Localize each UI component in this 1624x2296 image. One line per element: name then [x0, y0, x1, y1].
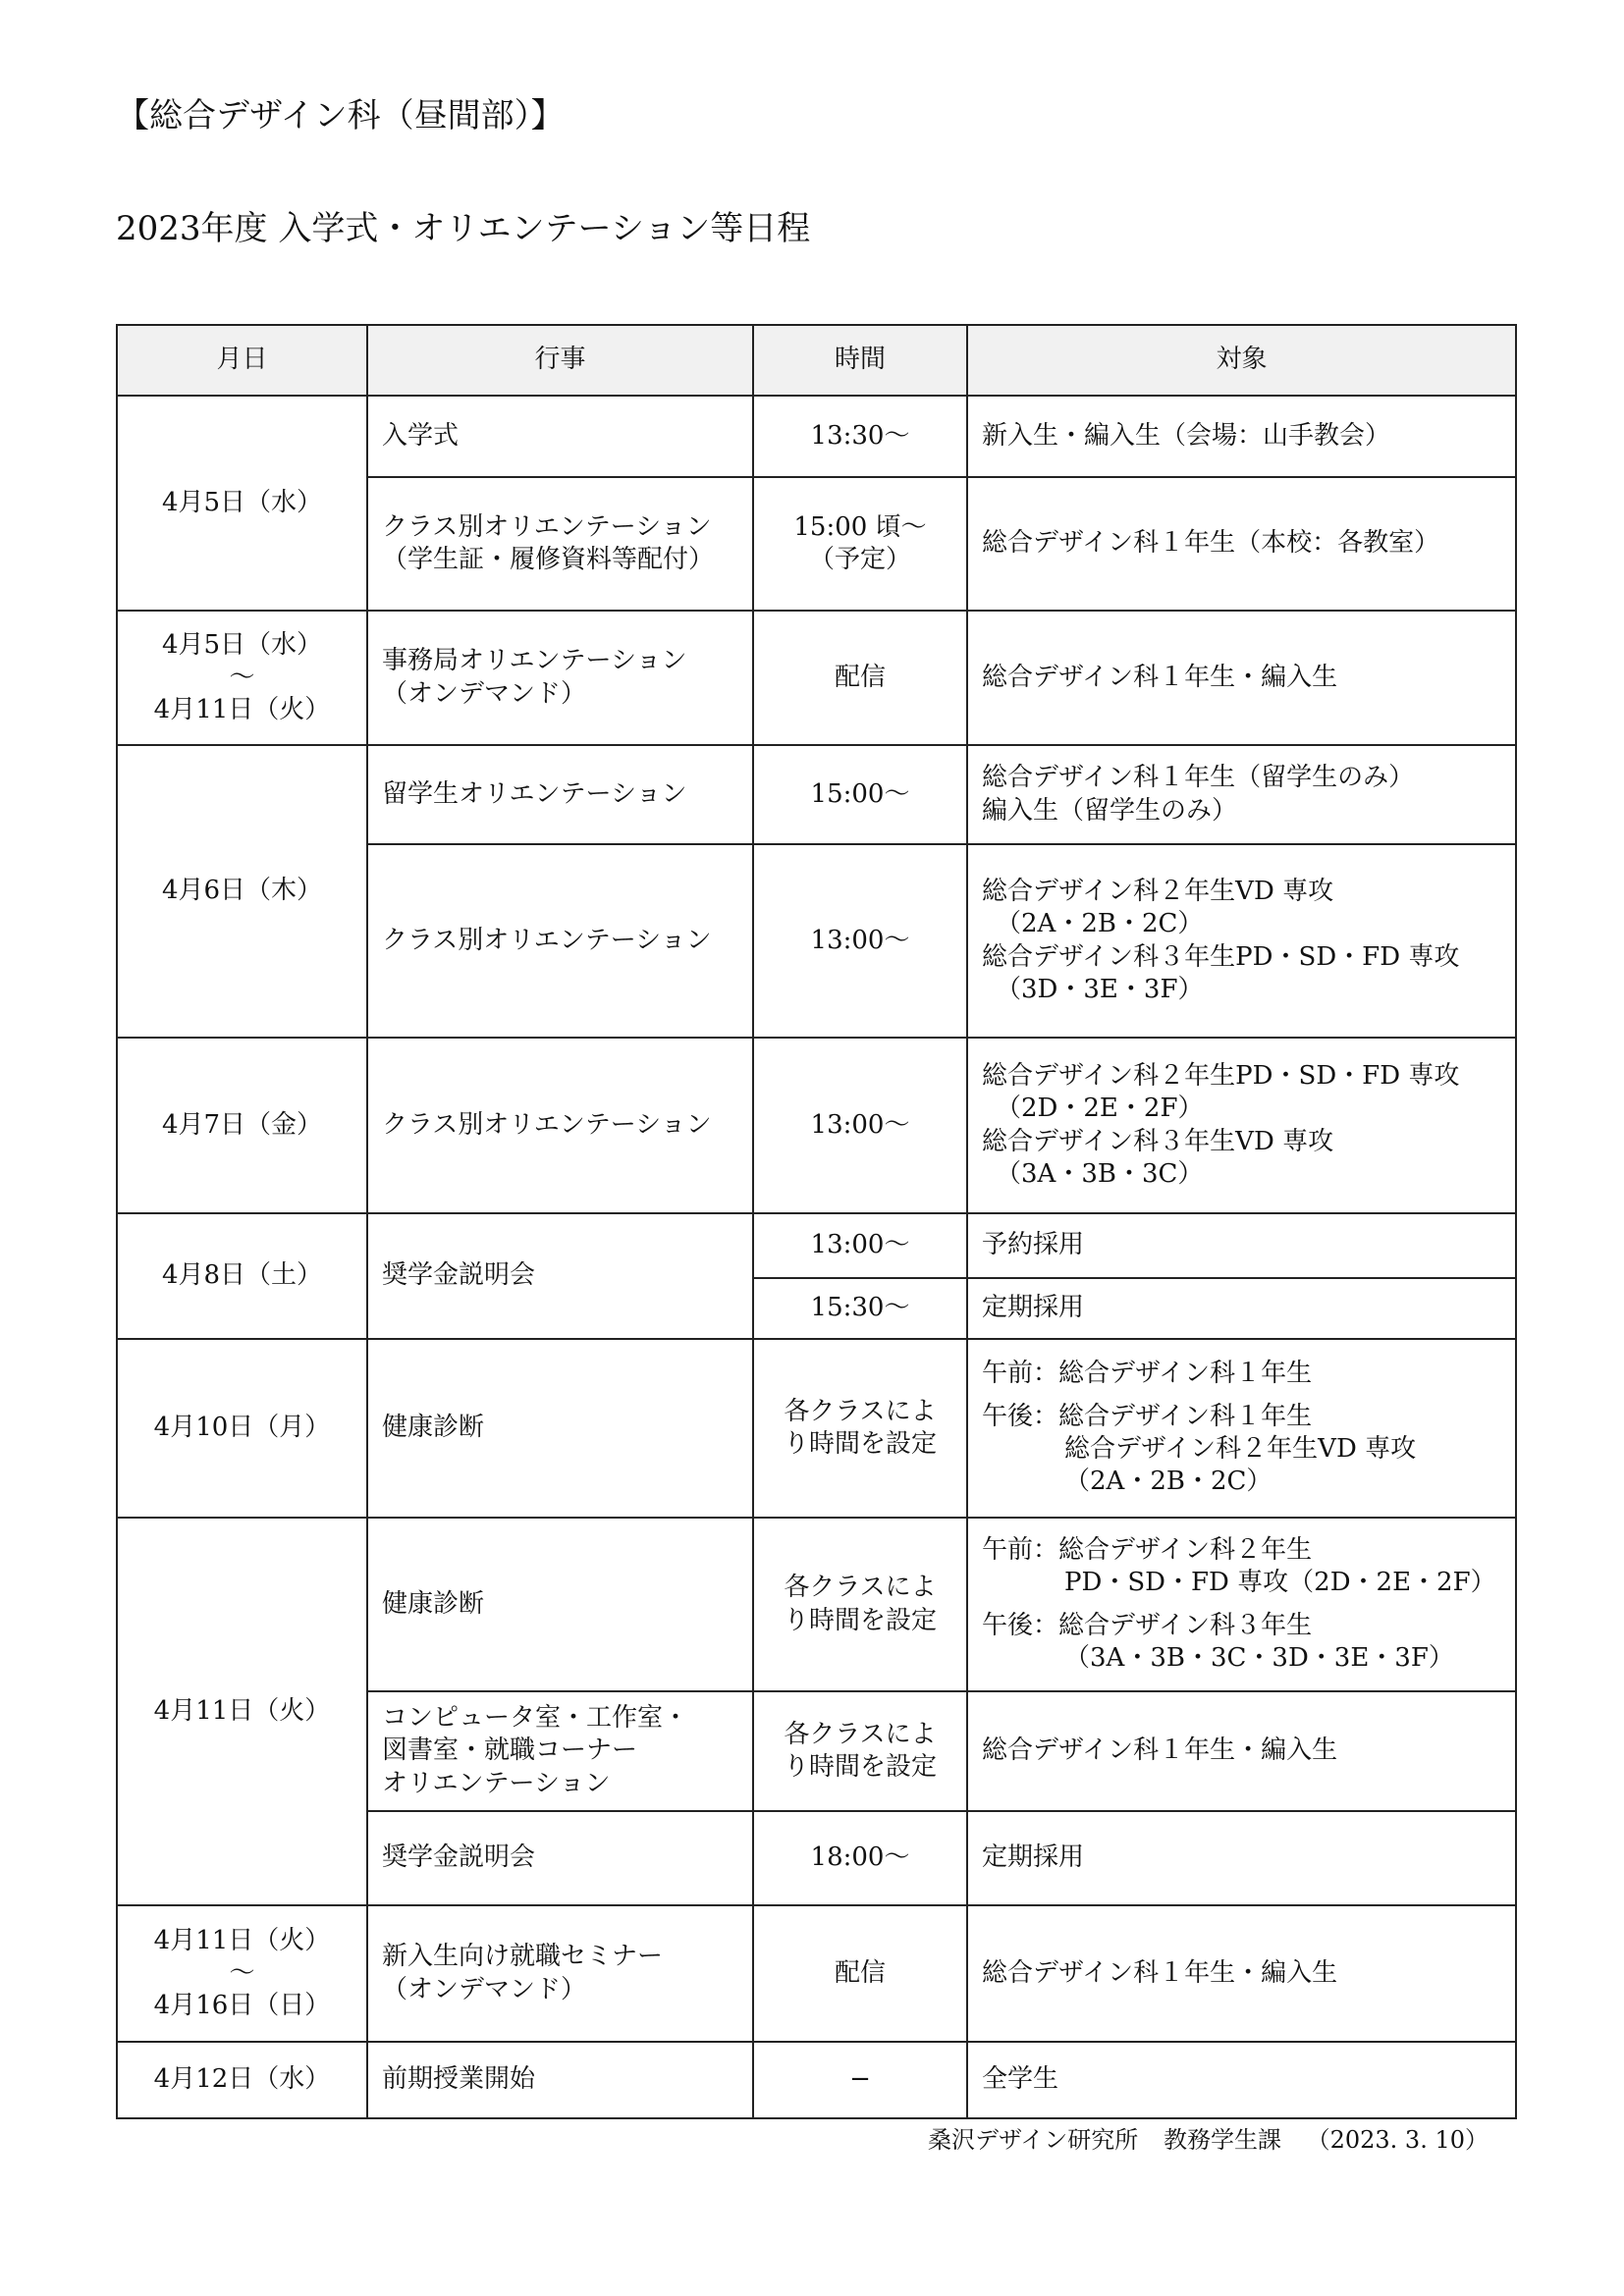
date-cell: 4月11日（火）	[117, 1518, 367, 1905]
column-header-target: 対象	[967, 325, 1516, 396]
time-cell: 各クラスによ り時間を設定	[753, 1339, 967, 1518]
table-row	[117, 1213, 1516, 1278]
table-row	[117, 611, 1516, 745]
date-cell: 4月12日（水）	[117, 2042, 367, 2118]
event-cell: コンピュータ室・工作室・ 図書室・就職コーナー オリエンテーション	[367, 1691, 753, 1811]
time-cell: 13:00〜	[753, 844, 967, 1038]
time-cell: 各クラスによ り時間を設定	[753, 1518, 967, 1691]
event-cell: 留学生オリエンテーション	[367, 745, 753, 844]
target-cell: 総合デザイン科１年生・編入生	[967, 611, 1516, 745]
event-cell: 前期授業開始	[367, 2042, 753, 2118]
date-cell: 4月6日（木）	[117, 745, 367, 1038]
event-cell: 健康診断	[367, 1518, 753, 1691]
time-cell: 15:00 頃〜 （予定）	[753, 477, 967, 611]
column-header-time: 時間	[753, 325, 967, 396]
time-cell: 13:00〜	[753, 1213, 967, 1278]
event-cell: 健康診断	[367, 1339, 753, 1518]
time-cell: 15:30〜	[753, 1278, 967, 1339]
time-cell: 配信	[753, 611, 967, 745]
target-cell: 総合デザイン科２年生VD 専攻 （2A・2B・2C） 総合デザイン科３年生PD・SD・FD 専攻 （3D・3E・3F）	[967, 844, 1516, 1038]
table-row	[117, 1339, 1516, 1518]
column-header-event: 行事	[367, 325, 753, 396]
table-row	[117, 396, 1516, 477]
footer-org: 桑沢デザイン研究所	[927, 2126, 1139, 2154]
event-cell: 新入生向け就職セミナー （オンデマンド）	[367, 1905, 753, 2042]
time-cell: 13:30〜	[753, 396, 967, 477]
event-cell: 奨学金説明会	[367, 1811, 753, 1905]
target-cell: 総合デザイン科１年生（留学生のみ） 編入生（留学生のみ）	[967, 745, 1516, 844]
time-cell: 18:00〜	[753, 1811, 967, 1905]
target-cell: 定期採用	[967, 1278, 1516, 1339]
department-heading: 【総合デザイン科（昼間部）】	[116, 96, 565, 135]
target-cell: 全学生	[967, 2042, 1516, 2118]
time-cell: 15:00〜	[753, 745, 967, 844]
table-header-row	[117, 325, 1516, 396]
table-row	[117, 1518, 1516, 1691]
target-cell: 新入生・編入生（会場：山手教会）	[967, 396, 1516, 477]
table-row	[117, 1038, 1516, 1213]
time-cell: 13:00〜	[753, 1038, 967, 1213]
date-cell: 4月5日（水） 〜 4月11日（火）	[117, 611, 367, 745]
time-cell: 配信	[753, 1905, 967, 2042]
event-cell: 入学式	[367, 396, 753, 477]
date-cell: 4月8日（土）	[117, 1213, 367, 1339]
table-row	[117, 745, 1516, 844]
target-cell: 総合デザイン科２年生PD・SD・FD 専攻 （2D・2E・2F） 総合デザイン科３年生VD 専攻 （3A・3B・3C）	[967, 1038, 1516, 1213]
event-cell: クラス別オリエンテーション	[367, 844, 753, 1038]
target-cell: 定期採用	[967, 1811, 1516, 1905]
event-cell: クラス別オリエンテーション	[367, 1038, 753, 1213]
event-cell: クラス別オリエンテーション （学生証・履修資料等配付）	[367, 477, 753, 611]
table-row	[117, 2042, 1516, 2118]
date-cell: 4月7日（金）	[117, 1038, 367, 1213]
target-cell: 予約採用	[967, 1213, 1516, 1278]
column-header-date: 月日	[117, 325, 367, 396]
time-cell: 各クラスによ り時間を設定	[753, 1691, 967, 1811]
date-cell: 4月5日（水）	[117, 396, 367, 611]
time-cell: −	[753, 2042, 967, 2118]
target-cell: 午前：総合デザイン科１年生 午後：総合デザイン科１年生 総合デザイン科２年生VD 専攻 （2A・2B・2C）	[967, 1339, 1516, 1518]
table-row	[117, 1905, 1516, 2042]
target-cell: 午前：総合デザイン科２年生 PD・SD・FD 専攻（2D・2E・2F） 午後：総合デザイン科３年生 （3A・3B・3C・3D・3E・3F）	[967, 1518, 1516, 1691]
schedule-table	[116, 324, 1517, 2119]
footer-credit	[910, 2120, 1489, 2155]
target-cell: 総合デザイン科１年生（本校：各教室）	[967, 477, 1516, 611]
footer-section: 教務学生課	[1163, 2126, 1281, 2154]
event-cell: 奨学金説明会	[367, 1213, 753, 1339]
footer-date: （2023. 3. 10）	[1306, 2126, 1489, 2154]
event-cell: 事務局オリエンテーション （オンデマンド）	[367, 611, 753, 745]
target-cell: 総合デザイン科１年生・編入生	[967, 1905, 1516, 2042]
page-title: 2023年度 入学式・オリエンテーション等日程	[116, 209, 811, 248]
target-cell: 総合デザイン科１年生・編入生	[967, 1691, 1516, 1811]
date-cell: 4月11日（火） 〜 4月16日（日）	[117, 1905, 367, 2042]
date-cell: 4月10日（月）	[117, 1339, 367, 1518]
